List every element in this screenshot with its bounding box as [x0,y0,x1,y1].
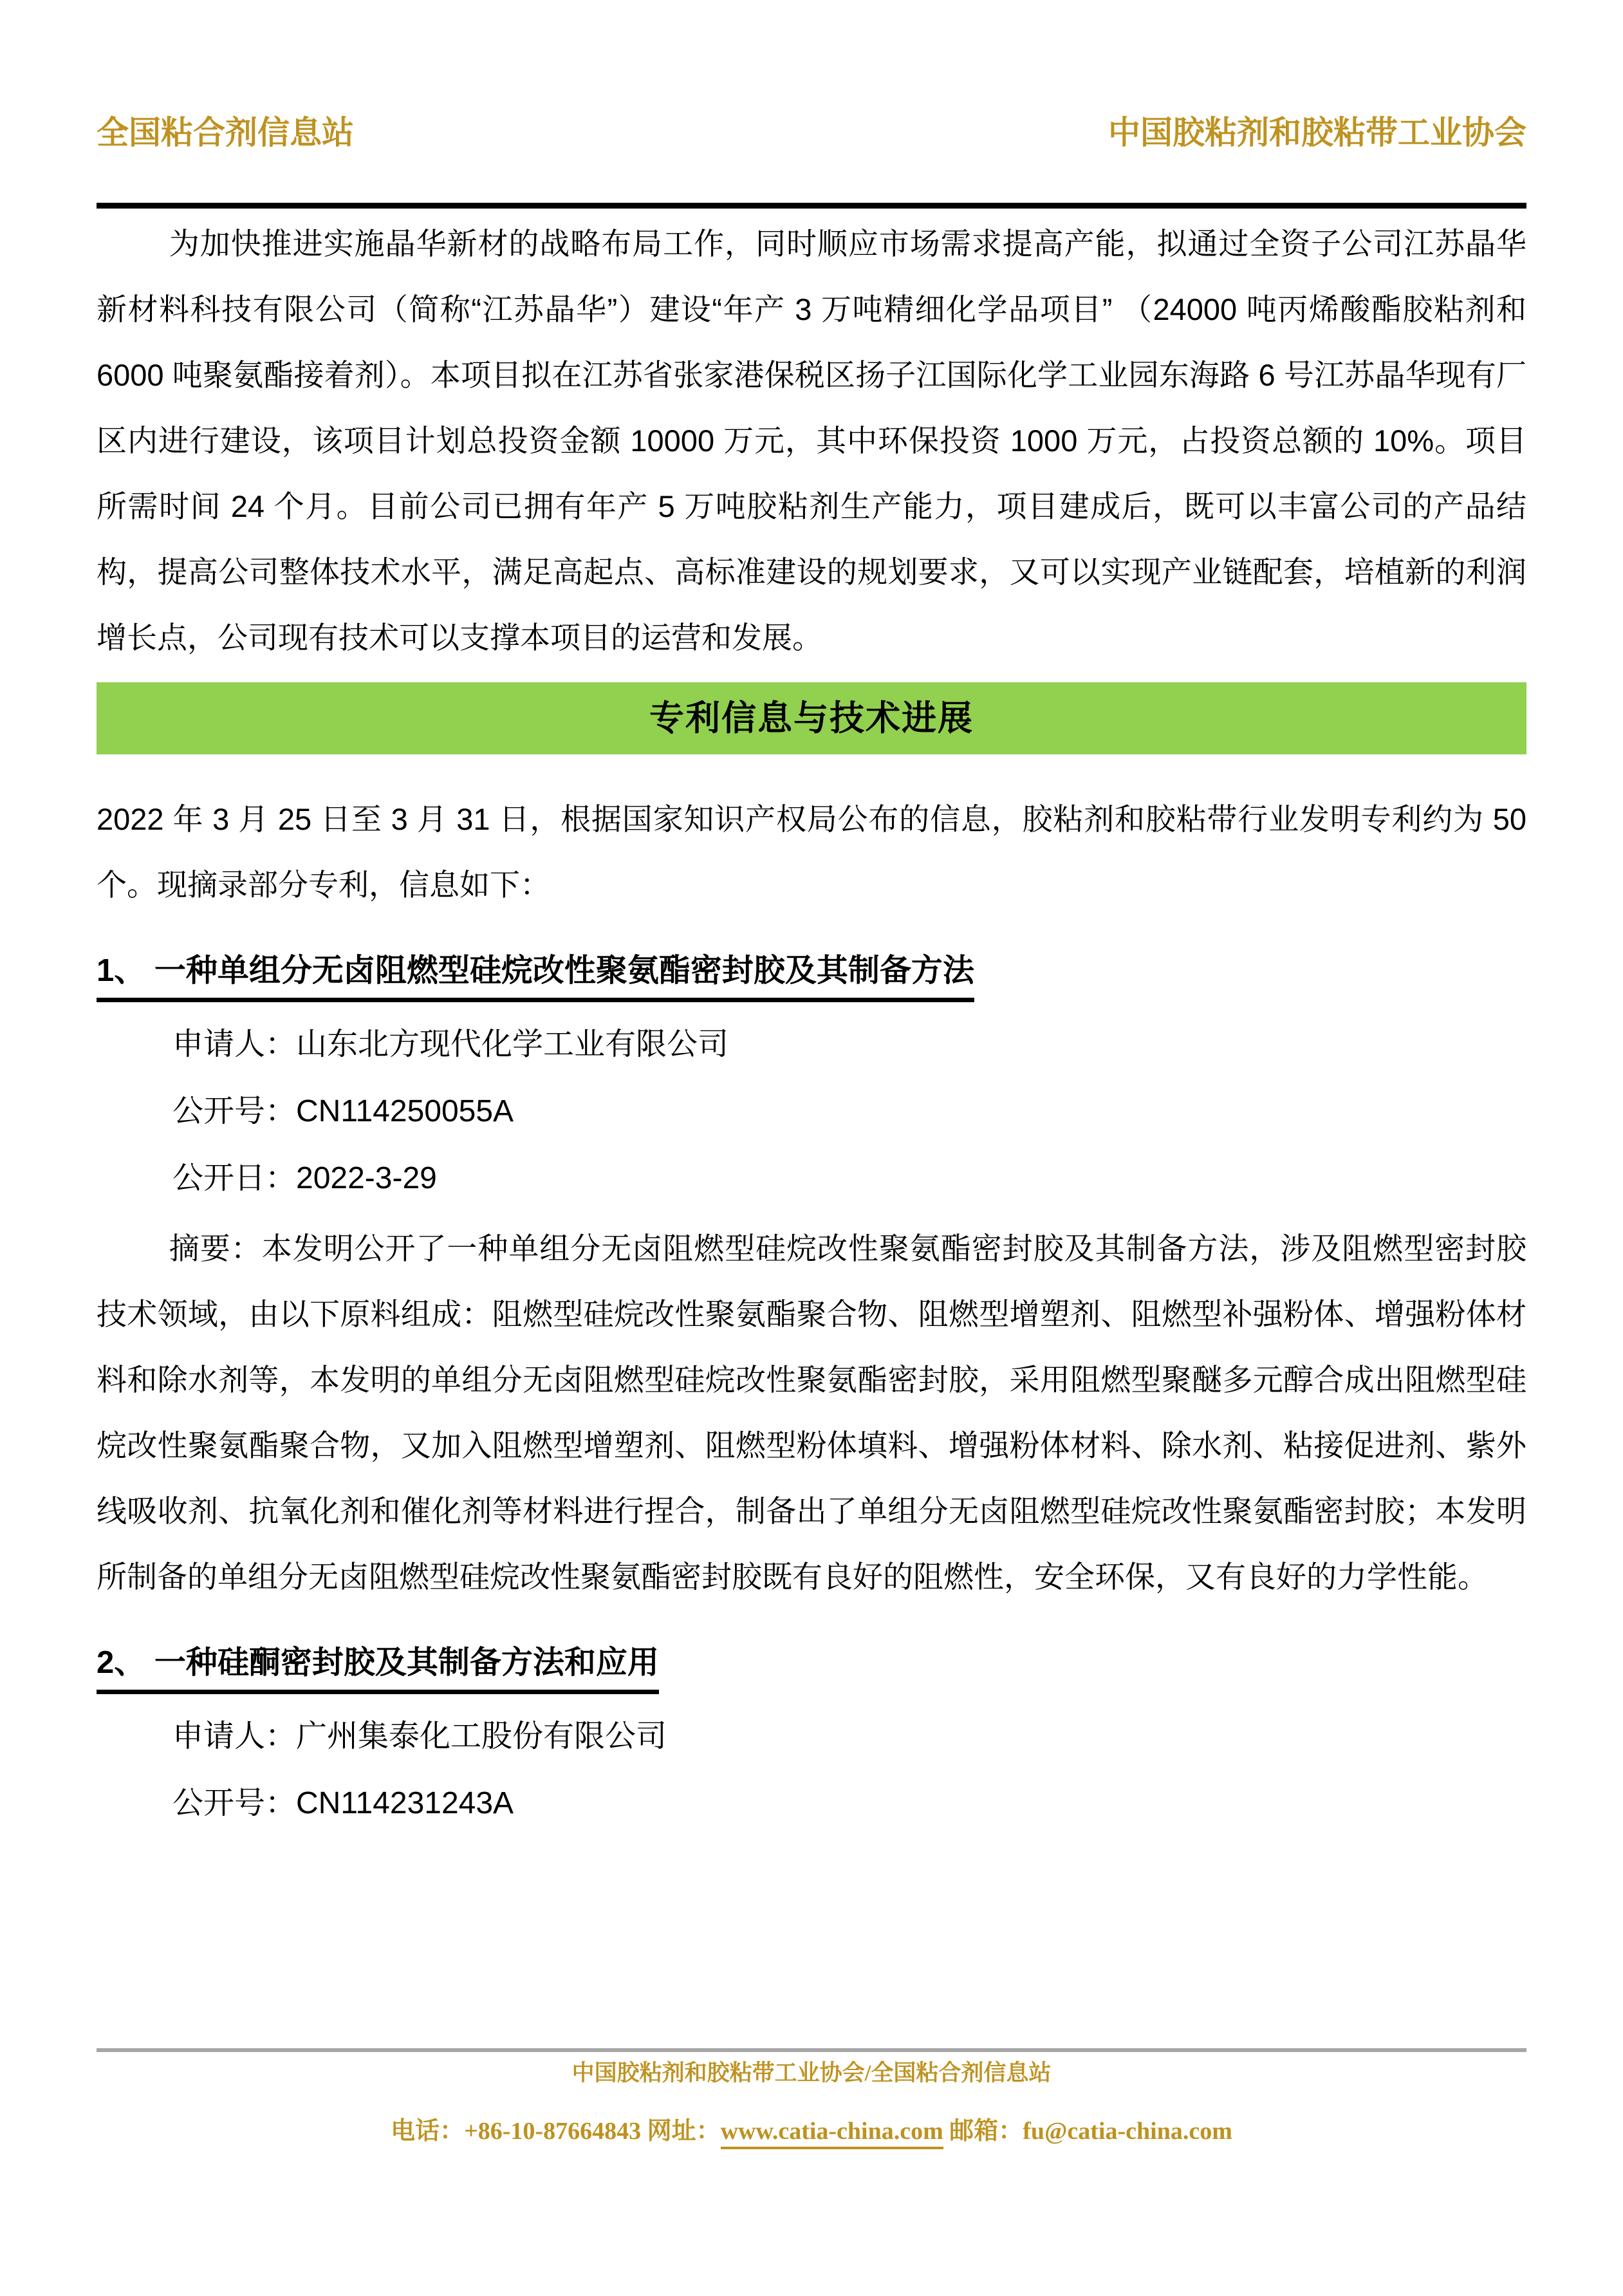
patent-1-publication-date [97,1145,1526,1212]
publication-number-value: CN114231243A [296,1786,514,1820]
page-header [97,113,1526,209]
page-footer [97,2048,1526,2146]
patent-1-fields [97,1011,1526,1212]
publication-date-label: 公开日： [172,1161,297,1195]
applicant-label: 申请人： [172,1027,297,1061]
applicant-value: 广州集泰化工股份有限公司 [296,1719,667,1753]
patent-section-2 [97,1643,1526,1837]
patent-1-title [97,951,1526,1002]
patent-2-applicant [97,1703,1526,1770]
patent-2-title [97,1643,1526,1694]
section-banner: 专利信息与技术进展 [97,682,1526,754]
publication-number-label: 公开号： [172,1094,297,1128]
patent-section-1 [97,951,1526,1610]
header-left-title: 全国粘合剂信息站 [97,115,354,151]
patent-1-abstract: 摘要：本发明公开了一种单组分无卤阻燃型硅烷改性聚氨酯密封胶及其制备方法，涉及阻燃型密封胶技术领域，由以下原料组成：阻燃型硅烷改性聚氨酯聚合物、阻燃型增塑剂、阻燃型补强粉体、增强粉体材料和除水剂等，本发明的单组分无卤阻燃型硅烷改性聚氨酯密封胶，采用阻燃型聚醚多元醇合成出阻燃型硅烷改性聚氨酯聚合物，又加入阻燃型增塑剂、阻燃型粉体填料、增强粉体材料、除水剂、粘接促进剂、紫外线吸收剂、抗氧化剂和催化剂等材料进行捏合，制备出了单组分无卤阻燃型硅烷改性聚氨酯密封胶；本发明所制备的单组分无卤阻燃型硅烷改性聚氨酯密封胶既有良好的阻燃性，安全环保，又有良好的力学性能。 [97,1231,1526,1594]
footer-phone-label: 电话：+86-10-87664843 网址： [391,2118,721,2145]
patent-1-title-text: 1、 一种单组分无卤阻燃型硅烷改性聚氨酯密封胶及其制备方法 [97,951,974,1002]
footer-contact-line [97,2116,1526,2146]
publication-number-value: CN114250055A [296,1094,514,1128]
applicant-label: 申请人： [172,1719,297,1753]
header-right-title: 中国胶粘剂和胶粘带工业协会 [1108,115,1526,151]
publication-date-value: 2022-3-29 [296,1161,437,1195]
patent-2-fields [97,1703,1526,1837]
patent-2-title-text: 2、 一种硅酮密封胶及其制备方法和应用 [97,1643,659,1694]
footer-email: 邮箱：fu@catia-china.com [943,2118,1232,2145]
publication-number-label: 公开号： [172,1786,297,1820]
footer-website-link[interactable]: www.catia-china.com [721,2118,943,2149]
intro-paragraph: 为加快推进实施晶华新材的战略布局工作，同时顺应市场需求提高产能，拟通过全资子公司江苏晶华新材料科技有限公司（简称“江苏晶华”）建设“年产 3 万吨精细化学品项目” （24000 吨丙烯酸酯胶粘剂和 6000 吨聚氨酯接着剂）。本项目拟在江苏省张家港保税区扬子江国际化学工业园东海路 6 号江苏晶华现有厂区内进行建设，该项目计划总投资金额 10000 万元，其中环保投资 1000 万元，占投资总额的 10%。项目所需时间 24 个月。目前公司已拥有年产 5 万吨胶粘剂生产能力，项目建成后，既可以丰富公司的产品结构，提高公司整体技术水平，满足高起点、高标准建设的规划要求，又可以实现产业链配套，培植新的利润增长点，公司现有技术可以支撑本项目的运营和发展。 [97,227,1527,655]
footer-divider [97,2048,1526,2052]
patent-1-applicant [97,1011,1526,1078]
footer-org-line: 中国胶粘剂和胶粘带工业协会/全国粘合剂信息站 [571,2060,1052,2086]
patent-1-publication-number [97,1078,1526,1145]
patent-intro-paragraph: 2022 年 3 月 25 日至 3 月 31 日，根据国家知识产权局公布的信息，胶粘剂和胶粘带行业发明专利约为 50 个。现摘录部分专利，信息如下： [97,802,1526,902]
applicant-value: 山东北方现代化学工业有限公司 [296,1027,729,1061]
patent-2-publication-number [97,1770,1526,1837]
